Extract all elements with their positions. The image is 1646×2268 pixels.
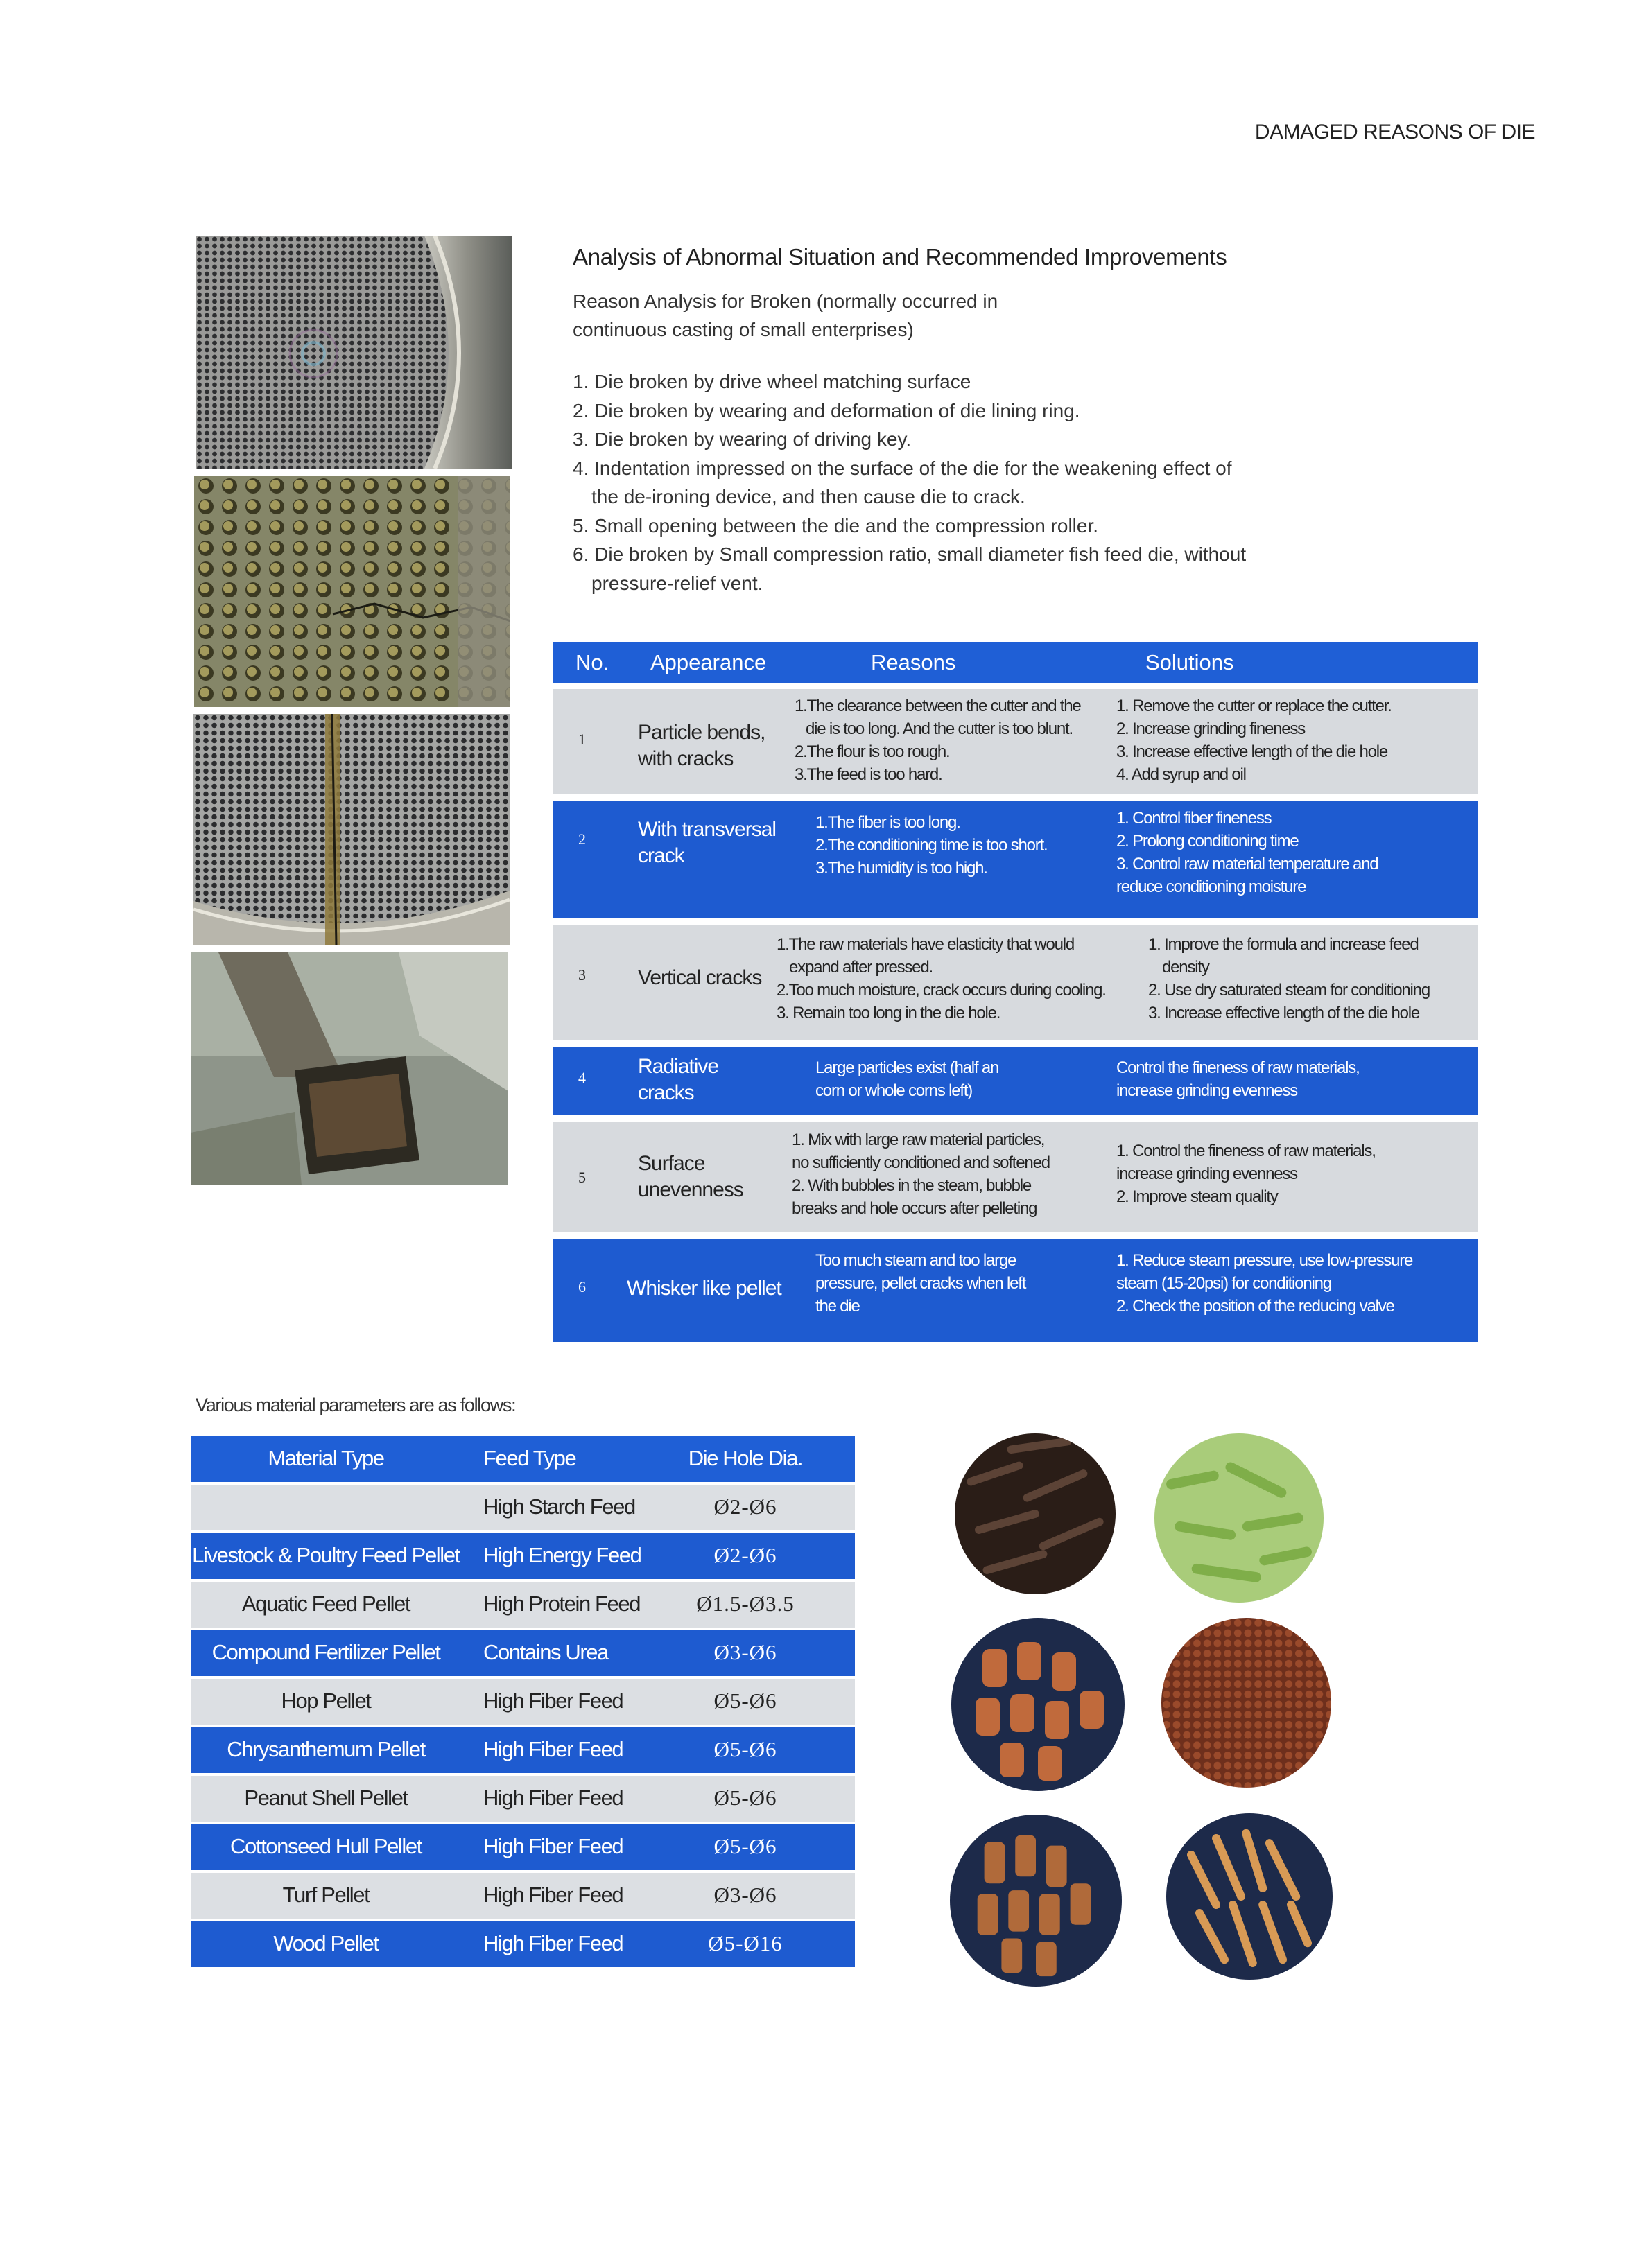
die-hole-dia: Ø1.5-Ø3.5	[696, 1591, 795, 1616]
feed-type: High Fiber Feed	[483, 1834, 623, 1858]
solution-line: 4. Add syrup and oil	[1116, 765, 1246, 784]
solution-line: Control the fineness of raw materials,	[1116, 1058, 1360, 1077]
list-item: 5. Small opening between the die and the compression roller.	[573, 514, 1099, 537]
solution-line: increase grinding evenness	[1116, 1164, 1297, 1183]
header-appearance: Appearance	[650, 650, 767, 674]
die-photo-clogged-holes	[194, 476, 510, 707]
row-reasons	[815, 1056, 998, 1102]
appearance-line: With transversal	[638, 818, 777, 841]
pellet-sample-orange-cylinders	[951, 1618, 1125, 1791]
solution-line: 1. Control fiber fineness	[1116, 809, 1272, 828]
feed-type: High Protein Feed	[483, 1591, 641, 1616]
table-row	[191, 1824, 855, 1870]
table-row	[191, 1533, 855, 1579]
solution-line: 1. Control the fineness of raw materials,	[1116, 1142, 1376, 1160]
list-item: 1. Die broken by drive wheel matching surface	[573, 371, 971, 392]
solution-line: reduce conditioning moisture	[1116, 878, 1306, 896]
material-type: Hop Pellet	[281, 1689, 371, 1713]
die-hole-dia: Ø2-Ø6	[713, 1494, 777, 1519]
table-row	[191, 1776, 855, 1822]
materials-caption: Various material parameters are as follows:	[196, 1395, 516, 1415]
table-header	[191, 1436, 855, 1482]
row-reasons	[777, 933, 1106, 1024]
die-damage-table	[553, 642, 1478, 1342]
material-type: Turf Pellet	[282, 1883, 370, 1907]
table-row	[553, 801, 1478, 918]
list-item: 2. Die broken by wearing and deformation of die lining ring.	[573, 399, 1080, 421]
appearance-line: Surface	[638, 1152, 705, 1175]
table-row	[553, 1239, 1478, 1342]
feed-type: High Energy Feed	[483, 1543, 641, 1567]
row-appearance	[638, 1054, 718, 1106]
feed-type: High Fiber Feed	[483, 1737, 623, 1761]
solution-line: 3. Increase effective length of the die hole	[1116, 742, 1388, 761]
page-section-label: DAMAGED REASONS OF DIE	[1254, 121, 1535, 143]
solution-line: 2. Improve steam quality	[1116, 1187, 1278, 1206]
feed-type: High Fiber Feed	[483, 1786, 623, 1810]
table-header	[553, 642, 1478, 683]
reason-line: 1.The fiber is too long.	[815, 813, 960, 832]
solution-line: 2. Increase grinding fineness	[1116, 719, 1306, 738]
pellet-sample-green-sticks	[1154, 1433, 1324, 1603]
material-type: Chrysanthemum Pellet	[227, 1737, 425, 1761]
row-number: 5	[578, 1169, 586, 1186]
row-reasons	[795, 695, 1081, 786]
appearance-line: Particle bends,	[638, 721, 765, 744]
pellet-sample-tan-sticks	[1166, 1813, 1333, 1980]
row-reasons	[792, 1128, 1050, 1220]
pellet-sample-brown-granules	[1161, 1618, 1331, 1788]
appearance-line: Radiative	[638, 1055, 719, 1078]
header-solutions: Solutions	[1145, 650, 1234, 674]
reason-line: no sufficiently conditioned and softened	[792, 1153, 1050, 1172]
feed-type: High Fiber Feed	[483, 1931, 623, 1955]
list-item: 3. Die broken by wearing of driving key.	[573, 428, 912, 450]
reason-line: 2.The flour is too rough.	[795, 742, 950, 761]
reason-line: corn or whole corns left)	[815, 1081, 973, 1100]
die-photo-transversal-crack	[193, 714, 510, 945]
reason-line: 1. Mix with large raw material particles,	[792, 1131, 1045, 1149]
pellet-sample-brown-cylinders	[950, 1815, 1122, 1987]
die-hole-dia: Ø2-Ø6	[713, 1543, 777, 1567]
material-type: Cottonseed Hull Pellet	[230, 1834, 422, 1858]
row-number: 6	[578, 1278, 586, 1296]
table-row	[553, 1047, 1478, 1115]
table-row	[191, 1873, 855, 1919]
die-hole-dia: Ø5-Ø6	[713, 1834, 777, 1858]
material-type: Peanut Shell Pellet	[244, 1786, 408, 1810]
die-photo-broken-key	[191, 952, 508, 1185]
die-hole-dia: Ø5-Ø6	[713, 1689, 777, 1713]
row-solutions	[1148, 933, 1430, 1024]
row-number: 4	[578, 1069, 586, 1086]
pellet-sample-dark-sticks	[955, 1433, 1116, 1594]
appearance-line: cracks	[638, 1081, 694, 1104]
row-solutions	[1116, 807, 1378, 898]
appearance-line: Whisker like pellet	[627, 1277, 781, 1300]
solution-line: increase grinding evenness	[1116, 1081, 1297, 1100]
row-number: 1	[578, 731, 586, 748]
appearance-line: Vertical cracks	[638, 966, 762, 989]
row-appearance	[638, 965, 761, 991]
table-row	[191, 1921, 855, 1967]
table-row	[191, 1630, 855, 1676]
solution-line: 1. Remove the cutter or replace the cutter.	[1116, 697, 1392, 715]
row-appearance	[638, 817, 776, 869]
die-photo-perforated-surface	[196, 236, 512, 469]
reason-line: the die	[815, 1297, 860, 1316]
header-reasons: Reasons	[871, 650, 956, 674]
solution-line: 3. Control raw material temperature and	[1116, 855, 1378, 873]
reason-line: 3. Remain too long in the die hole.	[777, 1004, 1000, 1022]
row-reasons	[815, 1249, 1025, 1318]
header-material-type: Material Type	[268, 1446, 384, 1470]
reason-line: Too much steam and too large	[815, 1251, 1016, 1270]
row-solutions	[1116, 695, 1392, 786]
analysis-section	[573, 244, 1252, 597]
table-row	[553, 689, 1478, 794]
die-hole-dia: Ø5-Ø6	[713, 1786, 777, 1810]
table-row	[191, 1679, 855, 1725]
appearance-line: crack	[638, 844, 684, 867]
reason-line: 2.Too much moisture, crack occurs during cooling.	[777, 981, 1106, 1000]
reason-line: 2.The conditioning time is too short.	[815, 836, 1048, 855]
row-number: 2	[578, 830, 586, 848]
reason-line: breaks and hole occurs after pelleting	[792, 1199, 1037, 1218]
reason-line: expand after pressed.	[789, 958, 933, 977]
appearance-line: unevenness	[638, 1178, 743, 1201]
list-item: 6. Die broken by Small compression ratio, small diameter fish feed die, without pressure-relief vent.	[573, 543, 1247, 594]
row-appearance	[627, 1275, 781, 1302]
reason-line: 2. With bubbles in the steam, bubble	[792, 1176, 1032, 1195]
reason-line: 1.The clearance between the cutter and the	[795, 697, 1081, 715]
row-solutions	[1116, 1249, 1412, 1318]
materials-table	[191, 1436, 855, 1970]
analysis-subtitle: Reason Analysis for Broken (normally occurred in continuous casting of small enterprises)	[573, 290, 998, 340]
solution-line: 2. Prolong conditioning time	[1116, 832, 1299, 850]
header-feed-type: Feed Type	[483, 1446, 576, 1470]
material-type: Wood Pellet	[273, 1931, 379, 1955]
solution-line: steam (15-20psi) for conditioning	[1116, 1274, 1331, 1293]
material-type: Livestock & Poultry Feed Pellet	[192, 1543, 460, 1567]
feed-type: Contains Urea	[483, 1640, 608, 1664]
die-hole-dia: Ø3-Ø6	[713, 1883, 777, 1907]
solution-line: 1. Reduce steam pressure, use low-pressure	[1116, 1251, 1413, 1270]
feed-type: High Fiber Feed	[483, 1883, 623, 1907]
reason-line: pressure, pellet cracks when left	[815, 1274, 1026, 1293]
solution-line: 1. Improve the formula and increase feed	[1148, 935, 1419, 954]
appearance-line: with cracks	[638, 747, 734, 770]
die-hole-dia: Ø3-Ø6	[713, 1640, 777, 1664]
table-row	[553, 925, 1478, 1040]
feed-type: High Starch Feed	[483, 1494, 635, 1519]
die-hole-dia: Ø5-Ø6	[713, 1737, 777, 1761]
table-row	[191, 1485, 855, 1530]
table-row	[553, 1122, 1478, 1232]
solution-line: 2. Use dry saturated steam for conditioning	[1148, 981, 1430, 1000]
row-appearance	[638, 1151, 743, 1203]
reason-line: Large particles exist (half an	[815, 1058, 999, 1077]
table-row	[191, 1582, 855, 1628]
solution-line: density	[1162, 958, 1209, 977]
header-die-hole: Die Hole Dia.	[688, 1446, 803, 1470]
row-reasons	[815, 811, 1047, 880]
reason-line: 1.The raw materials have elasticity that would	[777, 935, 1075, 954]
reason-line: die is too long. And the cutter is too blunt.	[806, 719, 1073, 738]
list-item: 4. Indentation impressed on the surface of the die for the weakening effect of the de-ironing device, and then cause die to crack.	[573, 457, 1232, 507]
reason-line: 3.The feed is too hard.	[795, 765, 942, 784]
row-solutions	[1116, 1056, 1360, 1102]
solution-line: 2. Check the position of the reducing valve	[1116, 1297, 1394, 1316]
row-number: 3	[578, 966, 586, 984]
solution-line: 3. Increase effective length of the die hole	[1148, 1004, 1420, 1022]
material-type: Aquatic Feed Pellet	[241, 1591, 410, 1616]
feed-type: High Fiber Feed	[483, 1689, 623, 1713]
material-type: Compound Fertilizer Pellet	[211, 1640, 440, 1664]
analysis-title: Analysis of Abnormal Situation and Recommended Improvements	[573, 244, 1227, 270]
row-solutions	[1116, 1140, 1376, 1208]
table-row	[191, 1727, 855, 1773]
broken-reasons-list	[573, 367, 1252, 597]
header-no: No.	[575, 650, 609, 674]
row-appearance	[638, 719, 765, 772]
reason-line: 3.The humidity is too high.	[815, 859, 987, 878]
die-hole-dia: Ø5-Ø16	[708, 1931, 783, 1955]
